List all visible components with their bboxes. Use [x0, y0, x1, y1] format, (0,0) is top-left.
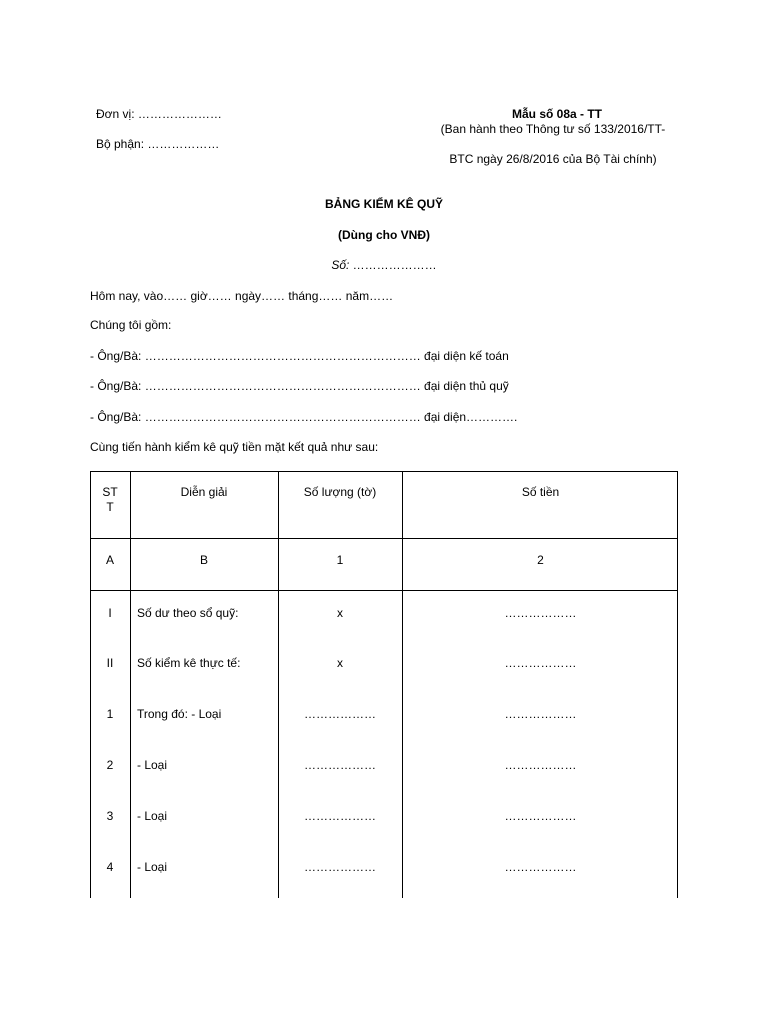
row-1-quantity: x	[337, 606, 343, 620]
row-2-stt: II	[106, 656, 114, 670]
row-6-amount: ………………	[504, 860, 577, 874]
document-number-value: …………………	[349, 258, 437, 272]
row-3-amount: ………………	[504, 707, 577, 721]
table-border-left	[90, 471, 91, 898]
document-subtitle: (Dùng cho VNĐ)	[338, 228, 430, 242]
document-number	[0, 258, 768, 272]
row-5-stt: 3	[106, 809, 114, 823]
row-3-description: Trong đó: - Loại	[137, 707, 222, 721]
issued-line-2: BTC ngày 26/8/2016 của Bộ Tài chính)	[449, 152, 657, 166]
member-cashier: - Ông/Bà: …………………………………………………………… đại diện thủ quỹ	[90, 379, 509, 393]
row-3-stt: 1	[106, 707, 114, 721]
row-5-quantity: ………………	[304, 809, 376, 823]
date-line: Hôm nay, vào…… giờ…… ngày…… tháng…… năm……	[90, 289, 394, 303]
index-cell-1: 1	[336, 553, 344, 567]
row-3-quantity: ………………	[304, 707, 376, 721]
member-other: - Ông/Bà: …………………………………………………………… đại diện………….	[90, 410, 518, 424]
row-2-amount: ………………	[504, 656, 577, 670]
header-description: Diễn giải	[180, 485, 228, 499]
header-quantity: Số lượng (tờ)	[303, 485, 377, 499]
table-border-top	[90, 471, 678, 472]
table-header-divider	[90, 538, 678, 539]
table-divider-3	[402, 471, 403, 898]
index-cell-a: A	[105, 553, 114, 567]
row-2-quantity: x	[337, 656, 343, 670]
member-accountant: - Ông/Bà: …………………………………………………………… đại diện kế toán	[90, 349, 509, 363]
row-2-description: Số kiểm kê thực tế:	[137, 656, 241, 670]
header-stt-line-1: ST	[102, 485, 118, 499]
row-6-stt: 4	[106, 860, 114, 874]
header-amount: Số tiền	[521, 485, 560, 499]
row-4-amount: ………………	[504, 758, 577, 772]
row-4-quantity: ………………	[304, 758, 376, 772]
row-4-stt: 2	[106, 758, 114, 772]
row-6-quantity: ………………	[304, 860, 376, 874]
row-6-description: - Loại	[137, 860, 168, 874]
unit-field: Đơn vị: …………………	[96, 107, 222, 121]
form-number: Mẫu số 08a - TT	[511, 107, 603, 121]
table-index-divider	[90, 590, 678, 591]
index-cell-2: 2	[537, 553, 544, 567]
header-stt	[90, 485, 130, 515]
members-intro: Chúng tôi gồm:	[90, 318, 172, 332]
row-5-amount: ………………	[504, 809, 577, 823]
table-divider-1	[130, 471, 131, 898]
document-title: BẢNG KIỂM KÊ QUỸ	[324, 197, 443, 211]
department-field: Bộ phận: ………………	[96, 137, 220, 151]
row-5-description: - Loại	[137, 809, 168, 823]
issued-line-1: (Ban hành theo Thông tư số 133/2016/TT-	[440, 122, 666, 136]
row-4-description: - Loại	[137, 758, 168, 772]
row-1-stt: I	[108, 606, 112, 620]
table-border-right	[677, 471, 678, 898]
cash-count-table	[90, 471, 678, 898]
row-1-amount: ………………	[504, 606, 577, 620]
conclusion-line: Cùng tiến hành kiểm kê quỹ tiền mặt kết quả như sau:	[90, 440, 379, 454]
document-number-label: Số:	[331, 258, 350, 272]
table-divider-2	[278, 471, 279, 898]
row-1-description: Số dư theo sổ quỹ:	[137, 606, 239, 620]
header-stt-line-2: T	[106, 500, 114, 514]
index-cell-b: B	[199, 553, 208, 567]
